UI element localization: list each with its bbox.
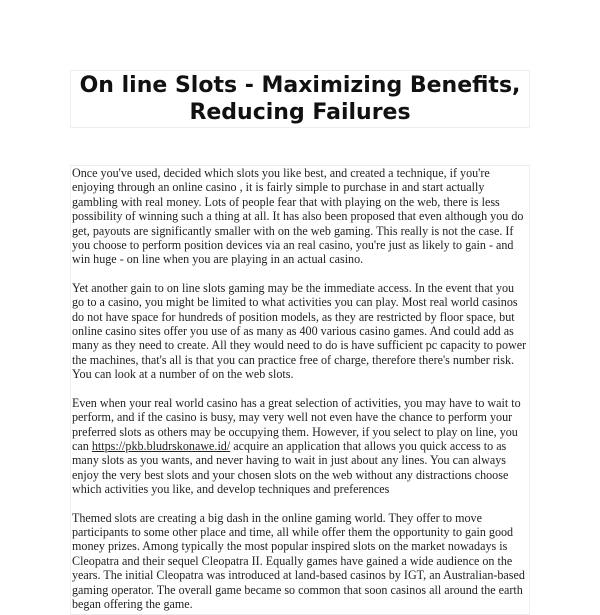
paragraph-3-before-link: Even when your real world casino has a great selection of activities, you may have to wait to perform, and if the casino is busy, may very well not even have the chance to perform your preferred slots as others may be occupying them. However, if you select to play on line, you can xyxy=(72,395,521,453)
paragraph-3 xyxy=(72,396,529,497)
paragraph-4: Themed slots are creating a big dash in the online gaming world. They offer to move participants to some other place and time, all while offer them the opportunity to gain good money prizes. Among typically the most popular inspired slots on the market nowadays is Cleopatra and their sequel Cleopatra II. Equally games have gained a wide audience on the years. The initial Cleopatra was introduced at land-based casinos by IGT, an Australian-based gaming operator. The overall game became so common that soon casinos all around the earth began offering the game. xyxy=(72,510,525,611)
paragraph-3-after-link: acquire an application that allows you quick access to as many slots as you wants, and never having to wait in just about any lines. You can always enjoy the very best slots and your chosen slots on the web without any distractions choose which activities you like, and develop techniques and preferences xyxy=(72,438,509,497)
casino-link[interactable]: https://pkb.bludrskonawe.id/ xyxy=(91,438,231,453)
paragraph-1: Once you've used, decided which slots you like best, and created a technique, if you're enjoying through an online casino , it is fairly simple to purchase in and start actually gambling with real money. Lots of people fear that with playing on the web, there is less possibility of winning such a thing at all. It has also been proposed that even although you do get, payouts are significantly smaller with on the web gaming. This really is not the case. If you choose to perform position devices via an real casino, you're just as likely to gain - and win huge - on line when you are playing in an actual casino. xyxy=(72,166,524,267)
page-title: On line Slots - Maximizing Benefits, Reducing Failures xyxy=(79,73,521,125)
title-container xyxy=(70,70,530,128)
paragraph-2: Yet another gain to on line slots gaming may be the immediate access. In the event that you go to a casino, you might be limited to what activities you can play. Most real world casinos do not have space for hundreds of position models, as they are restricted by floor space, but online casino sites offer you use of as many as 400 various casino games. And could add as many as they need to create. All they would need to do is have sufficient pc capacity to power the machines, that's all is that you can practice free of charge, therefore there's number risk. You can look at a number of on the web slots. xyxy=(72,280,527,382)
article-body xyxy=(70,165,530,615)
